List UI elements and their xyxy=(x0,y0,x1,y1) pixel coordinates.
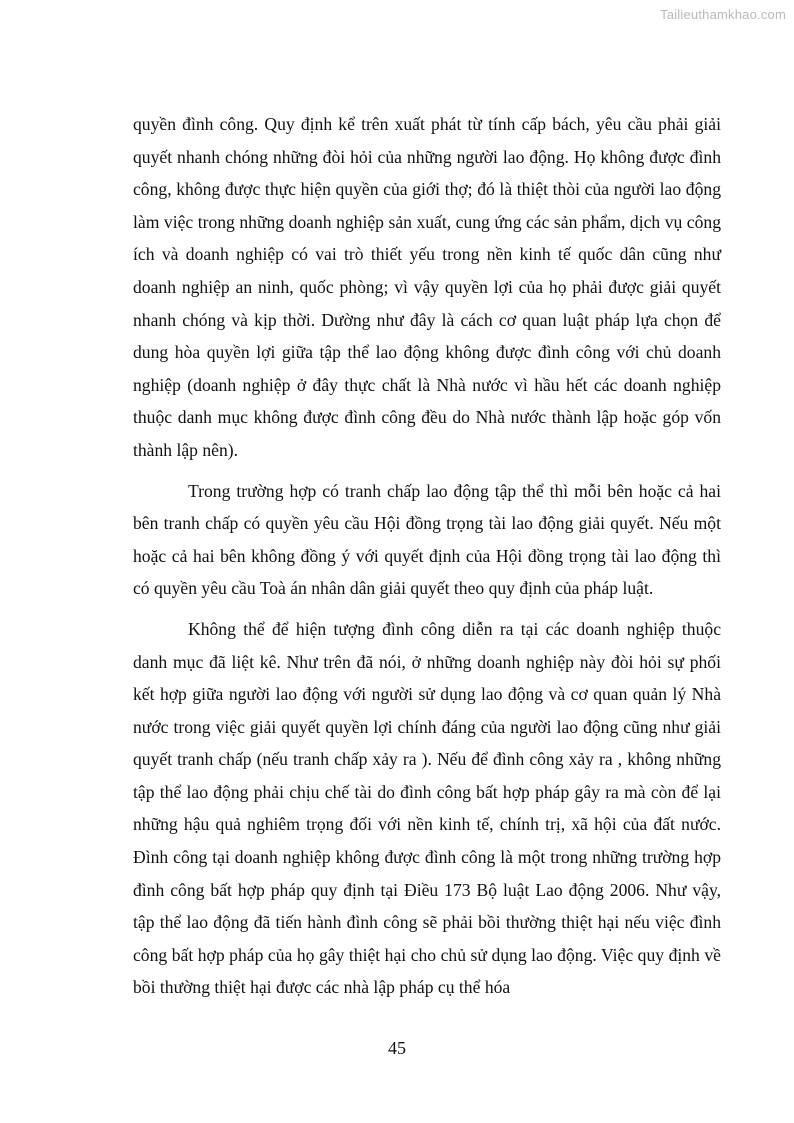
watermark: Tailieuthamkhao.com xyxy=(660,7,786,22)
page-number: 45 xyxy=(388,1038,406,1058)
paragraph-gap xyxy=(133,605,721,613)
document-body xyxy=(133,108,721,1004)
paragraph-gap xyxy=(133,467,721,475)
paragraph-2: Trong trường hợp có tranh chấp lao động tập thể thì mỗi bên hoặc cả hai bên tranh chấp có quyền yêu cầu Hội đồng trọng tài lao động giải quyết. Nếu một hoặc cả hai bên không đồng ý với quyết định của Hội đồng trọng tài lao động thì có quyền yêu cầu Toà án nhân dân giải quyết theo quy định của pháp luật. xyxy=(133,480,721,599)
paragraph-1: quyền đình công. Quy định kể trên xuất phát từ tính cấp bách, yêu cầu phải giải quyết nhanh chóng những đòi hỏi của những người lao động. Họ không được đình công, không được thực hiện quyền của giới thợ; đó là thiệt thòi của người lao động làm việc trong những doanh nghiệp sản xuất, cung ứng các sản phẩm, dịch vụ công ích và doanh nghiệp có vai trò thiết yếu trong nền kinh tế quốc dân cũng như doanh nghiệp an ninh, quốc phòng; vì vậy quyền lợi của họ phải được giải quyết nhanh chóng và kịp thời. Dường như đây là cách cơ quan luật pháp lựa chọn để dung hòa quyền lợi giữa tập thể lao động không được đình công với chủ doanh nghiệp (doanh nghiệp ở đây thực chất là Nhà nước vì hầu hết các doanh nghiệp thuộc danh mục không được đình công đều do Nhà nước thành lập hoặc góp vốn thành lập nên). xyxy=(133,114,721,460)
paragraph-3: Không thể để hiện tượng đình công diễn ra tại các doanh nghiệp thuộc danh mục đã liệt kê. Như trên đã nói, ở những doanh nghiệp này đòi hỏi sự phối kết hợp giữa người lao động với người sử dụng lao động và cơ quan quản lý Nhà nước trong việc giải quyết quyền lợi chính đáng của người lao động cũng như giải quyết tranh chấp (nếu tranh chấp xảy ra ). Nếu để đình công xảy ra , không những tập thể lao động phải chịu chế tài do đình công bất hợp pháp gây ra mà còn để lại những hậu quả nghiêm trọng đối với nền kinh tế, chính trị, xã hội của đất nước. Đình công tại doanh nghiệp không được đình công là một trong những trường hợp đình công bất hợp pháp quy định tại Điều 173 Bộ luật Lao động 2006. Như vậy, tập thể lao động đã tiến hành đình công sẽ phải bồi thường thiệt hại nếu việc đình công bất hợp pháp của họ gây thiệt hại cho chủ sử dụng lao động. Việc quy định về bồi thường thiệt hại được các nhà lập pháp cụ thể hóa xyxy=(133,618,721,998)
